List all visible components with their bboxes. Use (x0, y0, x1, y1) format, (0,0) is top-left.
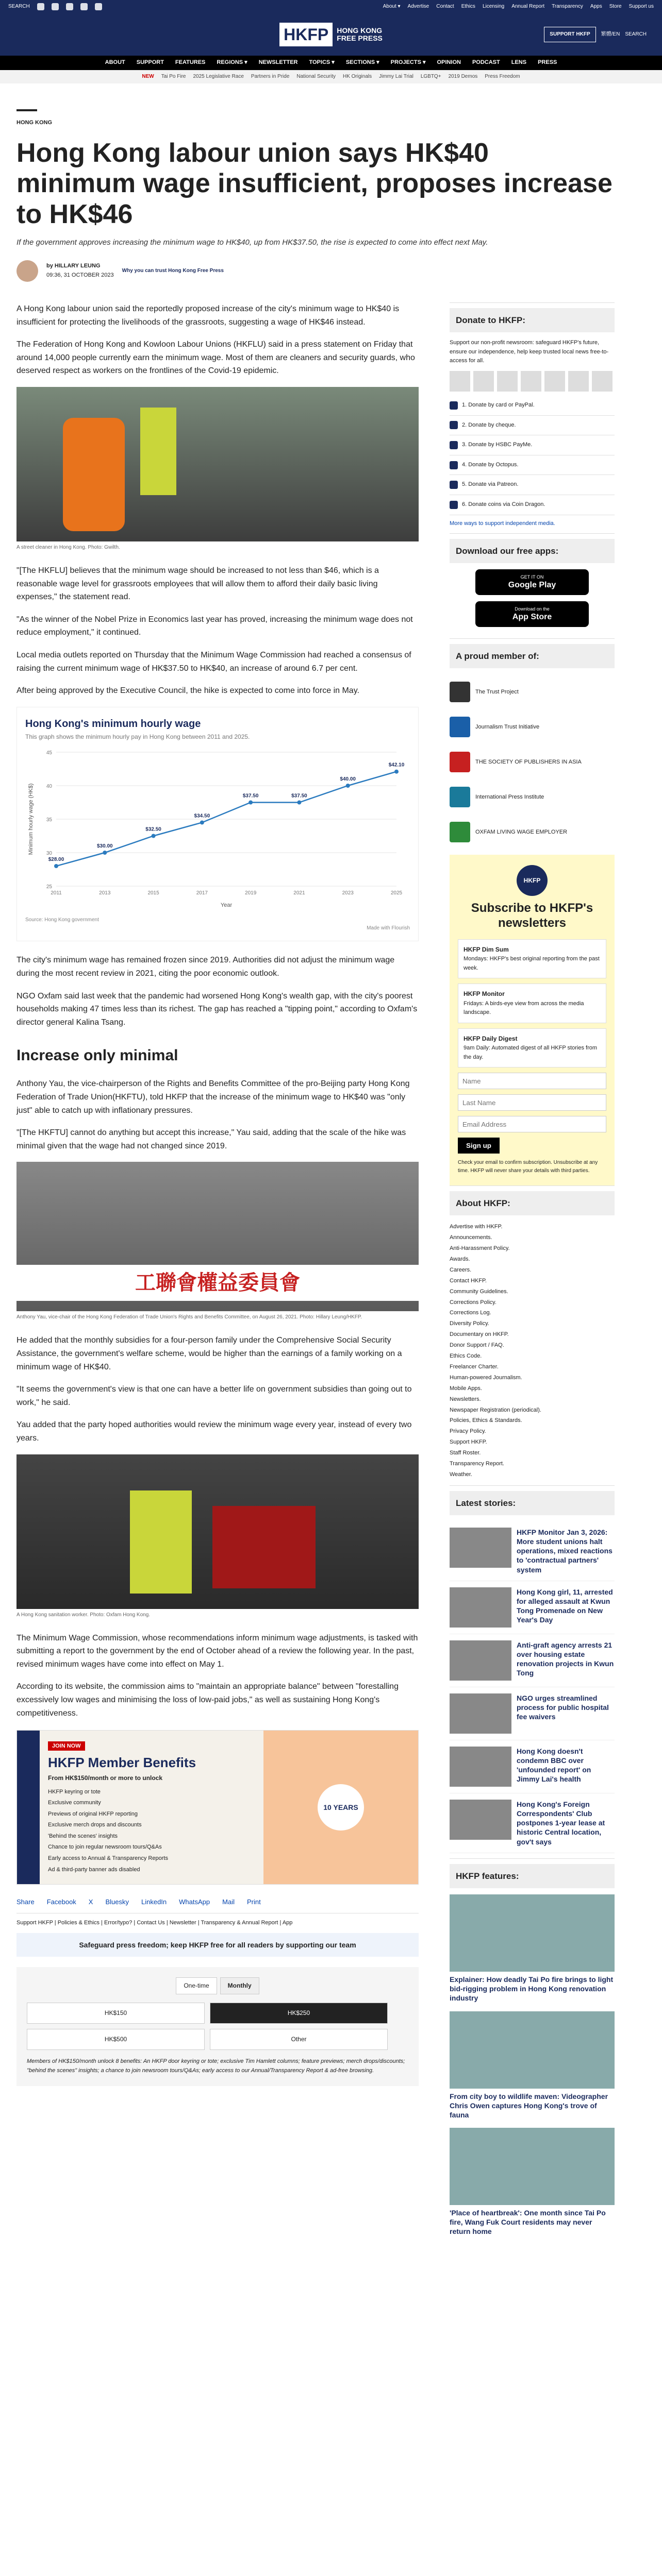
latest-story[interactable] (450, 1521, 615, 1581)
share-linkedin[interactable]: LinkedIn (141, 1898, 167, 1906)
features-heading: HKFP features: (450, 1864, 615, 1888)
benefit-item: Early access to Annual & Transparency Reports (48, 1855, 168, 1862)
story-thumbnail (450, 1640, 511, 1681)
name-field[interactable] (458, 1073, 606, 1089)
search-link[interactable]: SEARCH (8, 4, 30, 9)
features-list (450, 1894, 615, 2236)
paragraph: "As the winner of the Nobel Prize in Economics last year has proved, increasing the minimum wage does not reduce employment," it continued. (16, 615, 413, 637)
x-tick-label: 2025 (390, 890, 403, 896)
paragraph: "It seems the government's view is that one can have a better life on government subsidies than going out to work," he said. (16, 1385, 412, 1407)
feature-story[interactable] (450, 2128, 615, 2236)
data-point (346, 784, 350, 788)
newsletter-title: Subscribe to HKFP's newsletters (471, 901, 593, 930)
nav-item[interactable]: TOPICS ▾ (309, 59, 335, 66)
nav-item[interactable]: SECTIONS ▾ (345, 59, 379, 66)
chart-source: Source: Hong Kong government (25, 917, 99, 923)
donate-option: 3. Donate by HSBC PayMe. (462, 442, 533, 448)
paragraph: A Hong Kong labour union said the reportedly proposed increase of the city's minimum wage to HK$40 is insufficient for protecting the livelihoods of the grassroots, suggesting a wage of HK$46 instead. (16, 304, 400, 327)
latest-story[interactable] (450, 1687, 615, 1740)
about-link[interactable]: Transparency Report. (450, 1460, 504, 1467)
paragraph: He added that the monthly subsidies for a four-person family under the Comprehensive Social Security Assistance, the government's welfare scheme, would be higher than the earnings of a family working on a minimum wage of HK$40. (16, 1336, 402, 1371)
latest-list (450, 1521, 615, 1853)
share-facebook[interactable]: Facebook (46, 1898, 76, 1906)
newsletter-option[interactable]: HKFP Dim Sum Mondays: HKFP's best original reporting from the past week. (458, 939, 606, 978)
about-link[interactable]: Privacy Policy. (450, 1428, 486, 1435)
paragraph: NGO Oxfam said last week that the pandemic had worsened Hong Kong's wealth gap, with the city's poorest households making 47 times less than its richest. The gap has reached a "tipping point," according to Oxfam's director general Kalina Tsang. (16, 991, 418, 1027)
ten-years-badge: 10 YEARS (318, 1784, 364, 1831)
topbar-link[interactable]: Ethics (461, 4, 475, 9)
story-title: Anti-graft agency arrests 21 over housing estate renovation projects in Kwun Tong (517, 1640, 614, 1677)
topbar-link[interactable]: Licensing (482, 4, 505, 9)
story-title: HKFP Monitor Jan 3, 2026: More student unions halt operations, mixed reactions to 'contractual partners' system (517, 1528, 613, 1574)
about-link[interactable]: Ethics Code. (450, 1353, 482, 1360)
feature-story[interactable] (450, 2011, 615, 2120)
topbar-link[interactable]: Support us (628, 4, 654, 9)
data-label: $42.10 (388, 762, 405, 768)
amount-option[interactable]: HK$500 (27, 2029, 205, 2050)
share-print[interactable]: Print (246, 1898, 261, 1906)
site-header (0, 13, 662, 56)
story-thumbnail (450, 1800, 511, 1840)
about-list (450, 1222, 615, 1480)
photo-caption: A Hong Kong sanitation worker. Photo: Oxfam Hong Kong. (16, 1612, 151, 1618)
feature-title: Explainer: How deadly Tai Po fire brings to light bid-rigging problem in Hong Kong renovation industry (450, 1975, 614, 2003)
y-axis-label: Minimum hourly wage (HK$) (28, 783, 34, 855)
facebook-icon[interactable] (66, 3, 73, 10)
about-link[interactable]: Freelancer Charter. (450, 1363, 499, 1370)
paragraph: The Federation of Hong Kong and Kowloon Labour Unions (HKFLU) said in a press statement on Friday that around 14,000 people currently earn the minimum wage. Most of them are cleaners and security guards, who deserved respect as workers on the frontlines of the Covid-19 epidemic. (16, 340, 415, 376)
topbar-link[interactable]: Advertise (407, 4, 429, 9)
donate-option: 1. Donate by card or PayPal. (462, 401, 535, 408)
latest-story[interactable] (450, 1581, 615, 1634)
about-link[interactable]: Careers. (450, 1266, 472, 1273)
benefit-list (48, 1788, 255, 1875)
donate-option: 4. Donate by Octopus. (462, 461, 519, 468)
line-chart (25, 742, 407, 912)
x-tick-label: 2023 (342, 890, 354, 896)
newsletter-box (450, 855, 615, 1185)
amount-option[interactable]: HK$150 (27, 2003, 205, 2024)
donate-option: 5. Donate via Patreon. (462, 481, 519, 488)
logo-line-2: FREE PRESS (337, 34, 383, 42)
topbar-link[interactable]: Contact (436, 4, 454, 9)
youtube-icon[interactable] (80, 3, 88, 10)
feature-title: From city boy to wildlife maven: Videographer Chris Owen captures Hong Kong's trove of fauna (450, 2092, 608, 2119)
paragraph: Yau added that the party hoped authorities would review the minimum wage every year, instead of every two years. (16, 1420, 412, 1443)
payment-icons (450, 371, 615, 392)
about-link[interactable]: Contact HKFP. (450, 1277, 487, 1284)
promo-title: HKFP Member Benefits (48, 1754, 196, 1770)
subnav-link[interactable]: Press Freedom (485, 74, 520, 79)
x-tick-label: 2011 (51, 890, 62, 896)
benefit-item: Ad & third-party banner ads disabled (48, 1866, 140, 1873)
sidebar: Donate to HKFP: Support our non-profit newsroom: safeguard HKFP's future, ensure our independence, help keep trusted local news free-to-access for all. 1. Donate by card or PayPal. 2. Donate by cheque. 3. Donate by HSBC PayMe. 4. Donate by Octopus. 5. Donate via Patreon. 6. Donate coins via Coin Dragon. More ways to support independent media. Download our free apps: GET IT ON Google Play Download on the App Store A proud member of: The Trust Project Journalism Trust Initiative THE SOCIETY OF PUBLISHERS IN ASIA International Press Institute OXFAM LIVING WAGE EMPLOYER HKFP Subscribe to HKFP's newsletters HKFP Dim Sum Mondays: HKFP's best original reporting from the past week. HKFP Monitor Fridays: A birds-eye view from across the media landscape. HKFP Daily Digest 9am Daily: Automated digest of all HKFP stories from the day. Name Last Name Email Address Sign up Check your email to confirm subscription. Unsubscribe at any time. HKFP will never share your details with third parties. About HKFP: Advertise with HKFP. Announcements. Anti-Harassment Policy. Awards. Careers. Contact HKFP. Community Guidelines. Corrections Policy. Corrections Log. Diversity Policy. Documentary on HKFP. Donor Support / FAQ. Ethics Code. Freelancer Charter. Human-powered Journalism. Mobile Apps. Newsletters. Newspaper Registration (periodical). Policies, Ethics & Standards. Privacy Policy. Support HKFP. Staff Roster. Transparency Report. Weather. Latest stories: HKFP Monitor Jan 3, 2026: More student unions halt operations, mixed reactions to 'contractual partners' system Hong Kong girl, 11, arrested for alleged assault at Kwun Tong Promenade on New Year's Day Anti-graft agency arrests 21 over housing estate renovation projects in Kwun Tong NGO urges streamlined process for public hospital fee waivers Hong Kong doesn't condemn BBC over 'unfounded report' on Jimmy Lai's health Hong Kong's Foreign Correspondents' Club postpones 1-year lease at historic Central location, gov't says HKFP features: Explainer: How deadly Tai Po fire brings to light bid-rigging problem in Hong Kong renovation industry From city boy to wildlife maven: Videographer Chris Owen captures Hong Kong's trove of fauna 'Place of heartbreak': One month since Tai Po fire, Wang Fuk Court residents may never return home (450, 302, 615, 2250)
article-body (16, 302, 419, 2250)
latest-story[interactable] (450, 1634, 615, 1687)
data-label: $34.50 (194, 813, 210, 819)
author-name[interactable]: by HILLARY LEUNG (46, 263, 101, 269)
nav-item[interactable]: REGIONS ▾ (217, 59, 247, 66)
oxfam-logo (450, 822, 470, 842)
benefit-item: 'Behind the scenes' insights (48, 1833, 118, 1839)
about-link[interactable]: Awards. (450, 1256, 470, 1263)
data-point (152, 834, 156, 838)
story-thumbnail (450, 1528, 511, 1568)
byline (16, 260, 646, 282)
feature-title: 'Place of heartbreak': One month since Tai Po fire, Wang Fuk Court residents may never return home (450, 2209, 606, 2236)
data-label: $37.50 (242, 793, 259, 799)
feature-thumbnail (450, 2128, 615, 2205)
join-now-button[interactable]: JOIN NOW (48, 1741, 85, 1751)
data-label: $32.50 (145, 826, 161, 833)
safeguard-banner[interactable]: Safeguard press freedom; keep HKFP free for all readers by supporting our team (16, 1933, 419, 1957)
anthony-yau-photo (16, 1162, 419, 1311)
benefit-item: Previews of original HKFP reporting (48, 1810, 138, 1817)
nav-item[interactable]: PODCAST (472, 59, 500, 66)
subnav-link[interactable]: National Security (296, 74, 336, 79)
site-logo[interactable]: HKFP HONG KONG FREE PRESS (279, 23, 383, 46)
about-link[interactable]: Support HKFP. (450, 1439, 487, 1446)
share-x[interactable]: X (88, 1898, 93, 1906)
chart-credit[interactable]: Made with Flourish (367, 925, 410, 931)
new-label: NEW (142, 74, 154, 79)
story-thumbnail (450, 1587, 511, 1628)
subnav-link[interactable]: Partners in Pride (251, 74, 290, 79)
about-link[interactable]: Policies, Ethics & Standards. (450, 1417, 522, 1424)
tab-monthly[interactable]: Monthly (220, 1977, 259, 1994)
subnav-link[interactable]: Jimmy Lai Trial (379, 74, 413, 79)
sopa-logo (450, 752, 470, 772)
nav-item[interactable]: NEWSLETTER (258, 59, 298, 66)
members-heading: A proud member of: (450, 644, 615, 668)
amount-option[interactable]: HK$250 (210, 2003, 388, 2024)
octopus-icon (450, 461, 458, 469)
app-store-button[interactable]: Download on the App Store (475, 601, 589, 627)
nav-item[interactable]: LENS (511, 59, 527, 66)
main-nav (0, 56, 662, 70)
tab-one-time[interactable]: One-time (176, 1977, 217, 1994)
last-name-field[interactable] (458, 1094, 606, 1111)
topbar-link[interactable]: Annual Report (511, 4, 545, 9)
newsletter-option[interactable]: HKFP Monitor Fridays: A birds-eye view from across the media landscape. (458, 984, 606, 1023)
article-kicker[interactable]: HONG KONG (16, 109, 37, 128)
logo-line-1: HONG KONG (337, 26, 383, 35)
x-axis-label: Year (220, 902, 233, 908)
more-ways-link[interactable]: More ways to support independent media. (450, 520, 555, 527)
feature-thumbnail (450, 2011, 615, 2089)
paragraph: "[The HKFTU] cannot do anything but accept this increase," Yau said, adding that the scale of the hike was minimal given that the wage had not changed since 2019. (16, 1128, 406, 1150)
paragraph: After being approved by the Executive Council, the hike is expected to come into force in May. (16, 686, 359, 696)
mascot-illustration (263, 1731, 418, 1884)
instagram-icon[interactable] (52, 3, 59, 10)
nav-item[interactable]: OPINION (437, 59, 461, 66)
photo-caption: A street cleaner in Hong Kong. Photo: Gwilth. (16, 544, 120, 550)
paragraph: Local media outlets reported on Thursday that the Minimum Wage Commission had reached a consensus of raising the current minimum wage of HK$37.50 to HK$40, an increase of around 6.7 per cent. (16, 650, 411, 673)
about-link[interactable]: Newsletters. (450, 1396, 481, 1402)
share-bluesky[interactable]: Bluesky (105, 1898, 129, 1906)
language-switch[interactable]: 繁體/EN (601, 31, 620, 37)
data-label: $37.50 (291, 793, 307, 799)
nav-item[interactable]: PRESS (538, 59, 557, 66)
nav-item[interactable]: FEATURES (175, 59, 206, 66)
y-tick-label: 40 (46, 783, 52, 789)
email-field[interactable] (458, 1116, 606, 1132)
sub-nav (0, 70, 662, 83)
about-link[interactable]: Announcements. (450, 1234, 492, 1241)
about-link[interactable]: Documentary on HKFP. (450, 1331, 509, 1338)
donate-note: Members of HK$150/month unlock 8 benefits: An HKFP door keyring or tote; exclusive Tim Hamlett columns; feature previews; merch drops/discounts; "behind the scenes" insights; a chance to join newsroom tours/Q&As; early access to our Annual/Transparency Report & ad-free browsing. (27, 2058, 405, 2074)
benefit-item: Exclusive merch drops and discounts (48, 1822, 142, 1828)
paragraph: The city's minimum wage has remained frozen since 2019. Authorities did not adjust the minimum wage during the most recent review in 2021, citing the poor economic outlook. (16, 956, 395, 978)
newsletter-option[interactable]: HKFP Daily Digest 9am Daily: Automated digest of all HKFP stories from the day. (458, 1028, 606, 1067)
subnav-link[interactable]: Tai Po Fire (161, 74, 186, 79)
paragraph: According to its website, the commission aims to "maintain an appropriate balance" between "forestalling excessively low wages and minimising the loss of low-paid jobs," as well as sustaining Hong Kong's competitiveness. (16, 1682, 399, 1718)
street-cleaner-photo (16, 387, 419, 541)
member-benefits-promo[interactable] (16, 1730, 419, 1885)
sanitation-worker-photo (16, 1454, 419, 1609)
patreon-icon (450, 481, 458, 489)
chart-title: Hong Kong's minimum hourly wage (25, 718, 201, 730)
paragraph: The Minimum Wage Commission, whose recommendations inform minimum wage adjustments, is tasked with submitting a report to the government by the end of October ahead of a review the following year. In the past, revised minimum wages have come into effect on May 1. (16, 1633, 418, 1669)
trust-project-logo (450, 682, 470, 702)
paragraph: Anthony Yau, the vice-chairperson of the Rights and Benefits Committee of the pro-Beijing party Hong Kong Federation of Trade Union(HKFTU), told HKFP that the increase of the minimum wage to HK$40 was "only just" able to catch up with inflationary pressures. (16, 1079, 410, 1115)
support-links[interactable]: Support HKFP | Policies & Ethics | Error/typo? | Contact Us | Newsletter | Transparency & Annual Report | App (16, 1913, 419, 1933)
amount-option[interactable]: Other (210, 2029, 388, 2050)
google-play-button[interactable]: GET IT ON Google Play (475, 569, 589, 595)
apps-heading: Download our free apps: (450, 539, 615, 563)
about-heading: About HKFP: (450, 1191, 615, 1215)
story-title: NGO urges streamlined process for public hospital fee waivers (517, 1693, 609, 1721)
mail-icon[interactable] (95, 3, 102, 10)
about-link[interactable]: Anti-Harassment Policy. (450, 1245, 510, 1252)
about-link[interactable]: Corrections Policy. (450, 1299, 496, 1306)
story-thumbnail (450, 1693, 511, 1734)
about-link[interactable]: Staff Roster. (450, 1450, 481, 1456)
benefit-item: Exclusive community (48, 1800, 101, 1806)
nav-item[interactable]: PROJECTS ▾ (390, 59, 426, 66)
top-bar (0, 0, 662, 13)
donate-option: 6. Donate coins via Coin Dragon. (462, 501, 545, 507)
topbar-link[interactable]: Store (609, 4, 622, 9)
story-thumbnail (450, 1747, 511, 1787)
story-title: Hong Kong's Foreign Correspondents' Club postpones 1-year lease at historic Central location, gov't says (517, 1800, 605, 1846)
x-tick-label: 2013 (99, 890, 111, 896)
latest-story[interactable] (450, 1793, 615, 1853)
section-heading: Increase only minimal (16, 1047, 178, 1064)
data-point (103, 851, 107, 855)
story-title: Hong Kong doesn't condemn BBC over 'unfounded report' on Jimmy Lai's health (517, 1747, 591, 1784)
story-title: Hong Kong girl, 11, arrested for alleged assault at Kwun Tong Promenade on New Year's Day (517, 1587, 613, 1624)
photo-caption: Anthony Yau, vice-chair of the Hong Kong Federation of Trade Union's Rights and Benefits Committee, on August 26, 2021. Photo: Hillary Leung/HKFP. (16, 1314, 362, 1320)
subnav-link[interactable]: 2019 Demos (448, 74, 478, 79)
share-bar (16, 1897, 419, 1908)
about-link[interactable]: Mobile Apps. (450, 1385, 482, 1392)
donate-text: Support our non-profit newsroom: safeguard HKFP's future, ensure our independence, help keep trusted local news free-to-access for all. (450, 340, 609, 364)
support-button[interactable]: SUPPORT HKFP (544, 27, 595, 42)
data-label: $30.00 (96, 843, 113, 849)
author-avatar (16, 260, 38, 282)
subnav-link[interactable]: HK Originals (342, 74, 372, 79)
about-link[interactable]: Weather. (450, 1471, 472, 1478)
promo-subtitle: From HK$150/month or more to unlock (48, 1774, 163, 1782)
chart-subtitle: This graph shows the minimum hourly pay in Hong Kong between 2011 and 2025. (25, 733, 250, 740)
nav-item[interactable]: SUPPORT (136, 59, 164, 66)
topbar-link[interactable]: Transparency (552, 4, 583, 9)
y-tick-label: 25 (46, 884, 52, 890)
donate-heading: Donate to HKFP: (450, 308, 615, 332)
article-title: Hong Kong labour union says HK$40 minimum wage insufficient, proposes increase to HK$46 (16, 138, 613, 230)
subnav-link[interactable]: LGBTQ+ (420, 74, 441, 79)
share-whatsapp[interactable]: WhatsApp (179, 1898, 210, 1906)
benefit-item: HKFP keyring or tote (48, 1788, 101, 1795)
share-link[interactable]: Share (16, 1898, 35, 1906)
newsletter-note: Check your email to confirm subscription. Unsubscribe at any time. HKFP will never share your details with third parties. (458, 1160, 598, 1174)
card-icon (450, 401, 458, 410)
about-link[interactable]: Donor Support / FAQ. (450, 1342, 504, 1349)
about-link[interactable]: Diversity Policy. (450, 1320, 489, 1327)
publish-date: 09:36, 31 OCTOBER 2023 (46, 272, 114, 278)
trust-link[interactable]: Why you can trust Hong Kong Free Press (122, 267, 224, 274)
sign-up-button[interactable]: Sign up (458, 1138, 500, 1154)
x-tick-label: 2017 (196, 890, 208, 896)
union-banner: 工聯會權益委員會 (16, 1265, 419, 1301)
cheque-icon (450, 421, 458, 429)
data-point (54, 864, 58, 868)
y-tick-label: 35 (46, 817, 52, 823)
about-link[interactable]: Corrections Log. (450, 1310, 491, 1316)
twitter-icon[interactable] (37, 3, 44, 10)
jti-logo (450, 717, 470, 737)
about-link[interactable]: Newspaper Registration (periodical). (450, 1406, 541, 1413)
x-tick-label: 2015 (147, 890, 159, 896)
ipi-logo (450, 787, 470, 807)
payme-icon (450, 441, 458, 449)
data-label: $28.00 (48, 856, 64, 862)
donation-widget (16, 1967, 419, 2086)
header-search[interactable]: SEARCH (625, 31, 647, 37)
about-link[interactable]: Community Guidelines. (450, 1288, 508, 1295)
donate-option: 2. Donate by cheque. (462, 421, 516, 428)
latest-heading: Latest stories: (450, 1491, 615, 1515)
topbar-link[interactable]: Apps (590, 4, 602, 9)
data-point (249, 800, 253, 804)
hkfp-logo: HKFP (517, 865, 548, 896)
data-point (394, 770, 399, 774)
feature-story[interactable] (450, 1894, 615, 2003)
wage-chart (16, 707, 419, 942)
x-tick-label: 2021 (293, 890, 305, 896)
article-lede: If the government approves increasing the minimum wage to HK$40, up from HK$37.50, the rise is expected to come into effect next May. (16, 238, 488, 247)
coin-icon (450, 501, 458, 509)
feature-thumbnail (450, 1894, 615, 1972)
y-tick-label: 30 (46, 850, 52, 856)
paragraph: "[The HKFLU] believes that the minimum wage should be increased to not less than $46, which is a reasonable wage level for grassroots employees that will allow them to afford their daily basic living expenses," the statement read. (16, 566, 379, 602)
subnav-link[interactable]: 2025 Legislative Race (193, 74, 244, 79)
about-link[interactable]: Advertise with HKFP. (450, 1224, 503, 1230)
data-point (297, 800, 301, 804)
share-mail[interactable]: Mail (222, 1898, 235, 1906)
data-point (200, 820, 204, 824)
topbar-link[interactable]: About ▾ (383, 4, 401, 9)
latest-story[interactable] (450, 1740, 615, 1793)
about-link[interactable]: Human-powered Journalism. (450, 1374, 522, 1381)
data-label: $40.00 (340, 776, 356, 782)
y-tick-label: 45 (46, 750, 52, 756)
benefit-item: Chance to join regular newsroom tours/Q&As (48, 1844, 162, 1851)
nav-item[interactable]: ABOUT (105, 59, 125, 66)
x-tick-label: 2019 (245, 890, 257, 896)
